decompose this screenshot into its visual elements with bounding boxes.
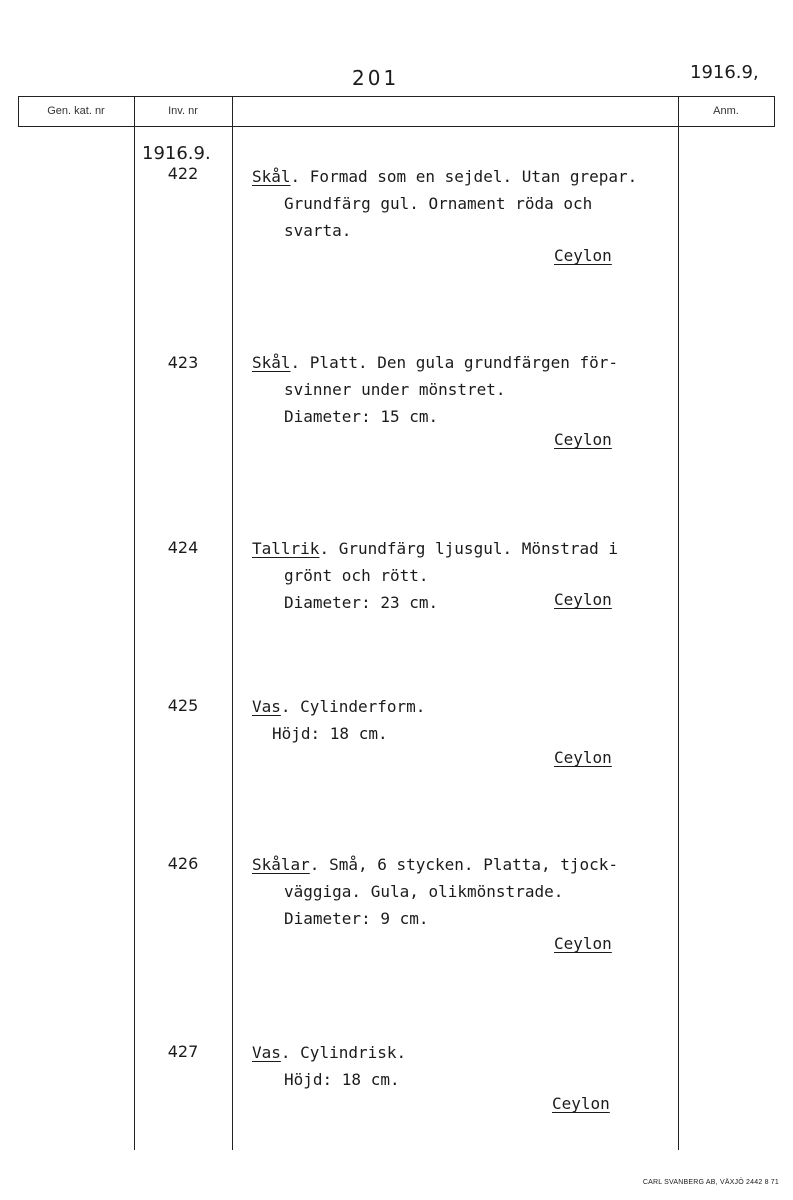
inventory-date: 1916.9. <box>142 143 211 164</box>
catalog-entry <box>252 693 682 747</box>
catalog-entry <box>252 851 682 932</box>
entry-line: svarta. <box>284 221 352 240</box>
column-divider-anm <box>678 96 679 1150</box>
inventory-number: 426 <box>167 854 199 873</box>
entry-origin: Ceylon <box>554 430 612 449</box>
page-number: 201 <box>352 66 400 90</box>
printer-mark: CARL SVANBERG AB, VÄXJÖ 2442 8 71 <box>642 1179 779 1186</box>
entry-line: . Cylinderform. <box>280 697 426 716</box>
inventory-number: 424 <box>167 538 199 557</box>
entry-line: Höjd: 18 cm. <box>284 1070 400 1089</box>
entry-title: Skål <box>252 353 291 372</box>
entry-title: Vas <box>252 697 281 716</box>
catalog-entry <box>252 535 682 616</box>
catalog-entry <box>252 349 682 430</box>
table-right-border <box>774 96 775 126</box>
entry-line: Höjd: 18 cm. <box>272 724 388 743</box>
inventory-number: 425 <box>167 696 199 715</box>
entry-line: . Grundfärg ljusgul. Mönstrad i <box>319 539 619 558</box>
inventory-number: 427 <box>167 1042 199 1061</box>
header-inv-nr: Inv. nr <box>168 105 198 117</box>
entry-title: Tallrik <box>252 539 320 558</box>
entry-title: Vas <box>252 1043 281 1062</box>
entry-title: Skålar <box>252 855 310 874</box>
entry-line: Diameter: 23 cm. <box>284 593 439 612</box>
entry-origin: Ceylon <box>554 590 612 609</box>
entry-line: Diameter: 9 cm. <box>284 909 429 928</box>
catalog-entry <box>252 163 682 244</box>
page-date: 1916.9, <box>690 62 759 83</box>
catalog-entry <box>252 1039 682 1093</box>
entry-line: . Platt. Den gula grundfärgen för- <box>290 353 619 372</box>
entry-title: Skål <box>252 167 291 186</box>
entry-line: Grundfärg gul. Ornament röda och <box>284 194 593 213</box>
entry-line: väggiga. Gula, olikmönstrade. <box>284 882 564 901</box>
header-anm: Anm. <box>713 105 739 117</box>
inventory-number: 423 <box>167 353 199 372</box>
entry-line: svinner under mönstret. <box>284 380 506 399</box>
entry-line: Diameter: 15 cm. <box>284 407 439 426</box>
entry-origin: Ceylon <box>552 1094 610 1113</box>
inventory-number: 422 <box>167 164 199 183</box>
column-divider-inv <box>232 96 233 1150</box>
entry-line: . Formad som en sejdel. Utan grepar. <box>290 167 638 186</box>
entry-line: grönt och rött. <box>284 566 429 585</box>
column-divider-gen <box>134 96 135 1150</box>
entry-line: . Små, 6 stycken. Platta, tjock- <box>309 855 619 874</box>
entry-origin: Ceylon <box>554 748 612 767</box>
header-gen-kat-nr: Gen. kat. nr <box>47 105 105 117</box>
entry-line: . Cylindrisk. <box>280 1043 407 1062</box>
entry-origin: Ceylon <box>554 934 612 953</box>
header-bottom-border <box>18 126 775 127</box>
entry-origin: Ceylon <box>554 246 612 265</box>
